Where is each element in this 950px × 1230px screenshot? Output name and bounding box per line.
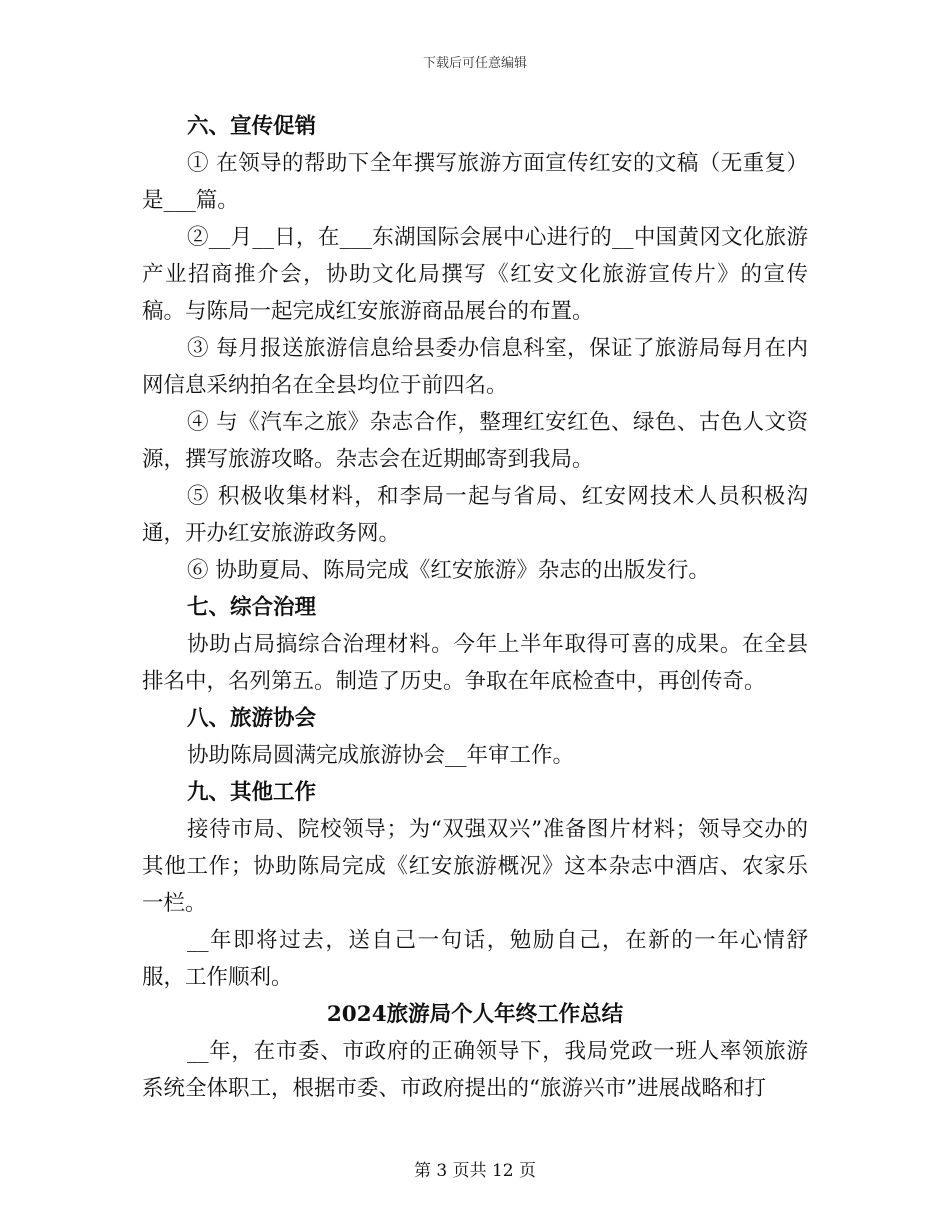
paragraph: 接待市局、院校领导；为“双强双兴”准备图片材料；领导交办的其他工作；协助陈局完成《红安旅游概况》这本杂志中酒店、农家乐一栏。 xyxy=(142,817,808,916)
paragraph: __年，在市委、市政府的正确领导下，我局党政一班人率领旅游系统全体职工，根据市委、市政府提出的“旅游兴市”进展战略和打 xyxy=(142,1039,808,1101)
page-header: 下载后可任意编辑 xyxy=(422,56,527,71)
document-title: 2024旅游局个人年终工作总结 xyxy=(326,1002,624,1027)
paragraph: ②__月__日，在___东湖国际会展中心进行的__中国黄冈文化旅游产业招商推介会，协助文化局撰写《红安文化旅游宣传片》的宣传稿。与陈局一起完成红安旅游商品展台的布置。 xyxy=(142,225,808,324)
paragraph: ⑤ 积极收集材料，和李局一起与省局、红安网技术人员积极沟通，开办红安旅游政务网。 xyxy=(142,484,808,546)
paragraph: ③ 每月报送旅游信息给县委办信息科室，保证了旅游局每月在内网信息采纳拍名在全县均位于前四名。 xyxy=(142,336,808,398)
document-body xyxy=(142,108,808,1107)
section-heading-association: 八、旅游协会 xyxy=(187,706,317,731)
section-heading-governance: 七、综合治理 xyxy=(187,595,317,620)
paragraph: __年即将过去，送自己一句话，勉励自己，在新的一年心情舒服，工作顺利。 xyxy=(142,928,808,990)
paragraph: 协助陈局圆满完成旅游协会__年审工作。 xyxy=(187,743,575,768)
paragraph: ① 在领导的帮助下全年撰写旅游方面宣传红安的文稿（无重复）是___篇。 xyxy=(142,151,808,213)
section-heading-publicity: 六、宣传促销 xyxy=(187,114,317,139)
paragraph: 协助占局搞综合治理材料。今年上半年取得可喜的成果。在全县排名中，名列第五。制造了历史。争取在年底检查中，再创传奇。 xyxy=(142,632,808,694)
paragraph: ④ 与《汽车之旅》杂志合作，整理红安红色、绿色、古色人文资源，撰写旅游攻略。杂志会在近期邮寄到我局。 xyxy=(142,410,808,472)
section-heading-other-work: 九、其他工作 xyxy=(187,780,317,805)
page-footer: 第 3 页共 12 页 xyxy=(413,1161,537,1181)
paragraph: ⑥ 协助夏局、陈局完成《红安旅游》杂志的出版发行。 xyxy=(187,558,710,583)
